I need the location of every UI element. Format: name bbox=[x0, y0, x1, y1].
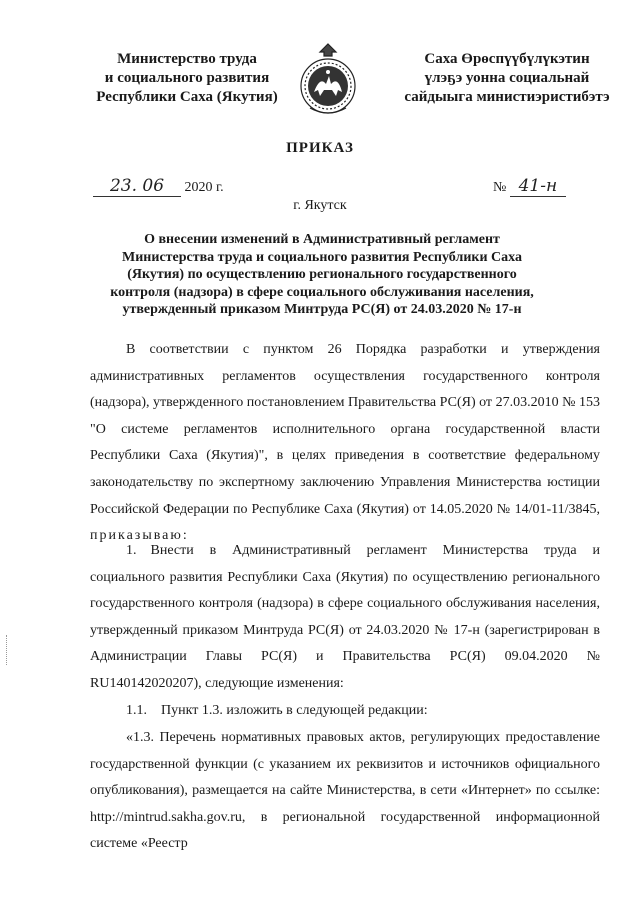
header-line: и социального развития bbox=[104, 70, 270, 86]
body-paragraph-3 bbox=[90, 698, 600, 725]
body-paragraph-2 bbox=[90, 538, 600, 698]
document-type-title: ПРИКАЗ bbox=[286, 140, 354, 156]
margin-mark bbox=[6, 635, 8, 665]
order-number bbox=[493, 176, 566, 197]
header-line: Министерство труда bbox=[117, 51, 257, 67]
header-line: Саха Өрөспүүбүлүкэтин bbox=[424, 51, 590, 67]
paragraph-text: 1.1. Пункт 1.3. изложить в следующей редакции: bbox=[126, 703, 428, 718]
date-year: 2020 г. bbox=[184, 180, 224, 195]
header-line: Республики Саха (Якутия) bbox=[96, 89, 278, 105]
body-paragraph-1 bbox=[90, 337, 600, 550]
number-prefix: № bbox=[493, 180, 507, 195]
order-date bbox=[93, 176, 224, 197]
paragraph-text: «1.3. Перечень нормативных правовых актов, регулирующих предоставление государственной функции (с указанием их реквизитов и источников официального опубликования), размещается на сайте Министерства, в сети «Интернет» по ссылке: http://mintrud.sakha.gov.ru, в региональной государственной информационной системе «Реестр bbox=[90, 730, 600, 852]
republic-coat-of-arms-icon bbox=[296, 40, 360, 120]
order-subject: О внесении изменений в Административный регламент Министерства труда и социального развития Республики Саха (Якутия) по осуществлению регионального государственного контроля (надзора) в сфере социального обслуживания населения, утвержденный приказом Минтруда РС(Я) от 24.03.2020 № 17-н bbox=[110, 232, 534, 317]
header-line: үлэҕэ уонна социальнай bbox=[424, 70, 590, 86]
handwritten-date: 23. 06 bbox=[93, 176, 181, 197]
header-ministry-ru bbox=[72, 50, 302, 107]
header-ministry-sakha bbox=[392, 50, 622, 107]
handwritten-number: 41-н bbox=[510, 176, 566, 197]
paragraph-text: В соответствии с пунктом 26 Порядка разработки и утверждения административных регламентов осуществления государственного контроля (надзора), утвержденного постановлением Правительства РС(Я) от 27.03.2010 № 153 "О системе регламентов исполнительного органа государственной власти Республики Саха (Якутия)", в целях приведения в соответствие федеральному законодательству по экспертному заключению Управления Министерства юстиции Российской Федерации по Республике Саха (Якутия) от 14.05.2020 № 14/01-11/3845, bbox=[90, 342, 600, 517]
city-line: г. Якутск bbox=[293, 198, 347, 213]
order-word: приказываю: bbox=[90, 528, 189, 544]
header-line: сайдыыга министиэристибэтэ bbox=[404, 89, 610, 105]
body-paragraph-4 bbox=[90, 725, 600, 858]
paragraph-text: 1. Внести в Административный регламент Министерства труда и социального развития Республики Саха (Якутия) по осуществлению регионального государственного контроля (надзора) в сфере социального обслуживания населения, утвержденный приказом Минтруда РС(Я) от 24.03.2020 № 17-н (зарегистрирован в Администрации Главы РС(Я) и Правительства РС(Я) 09.04.2020 № RU140142020207), следующие изменения: bbox=[90, 543, 600, 691]
